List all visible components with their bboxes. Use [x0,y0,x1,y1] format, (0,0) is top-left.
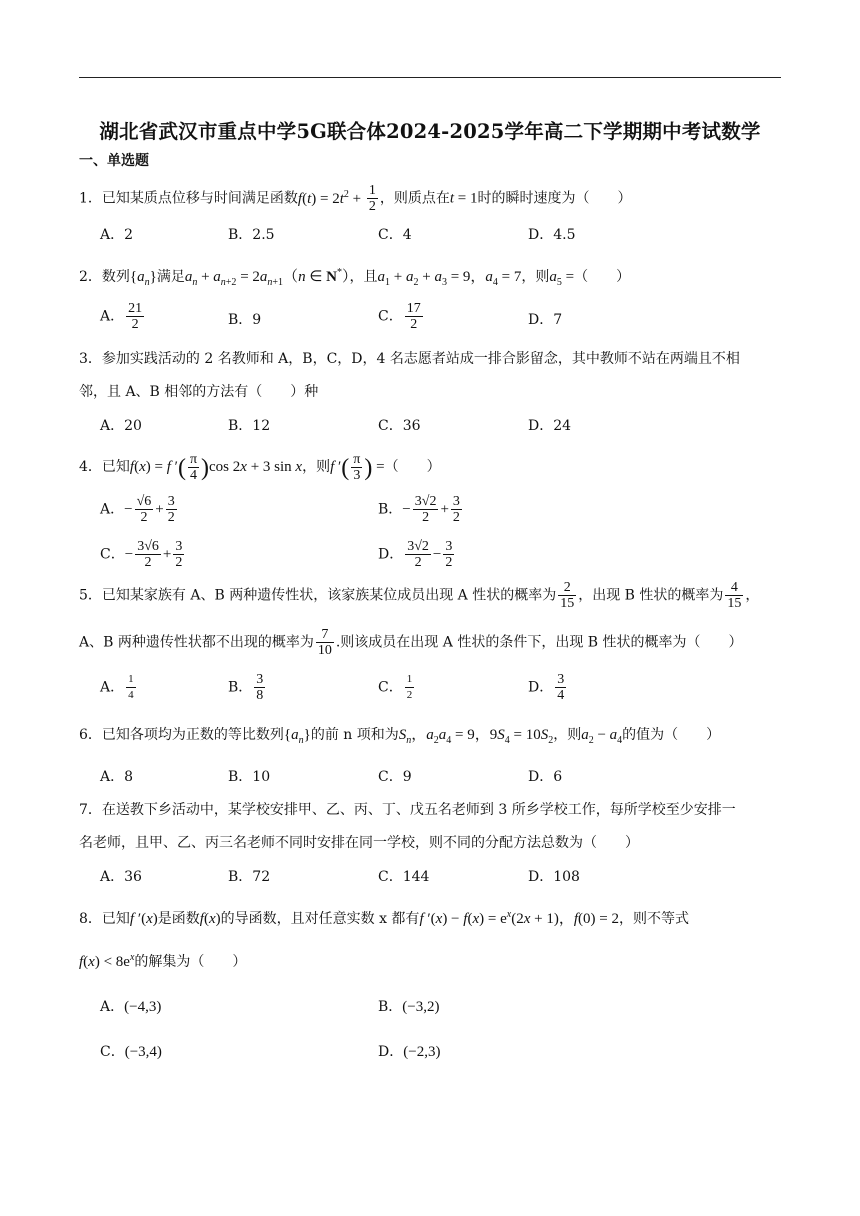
q6-seq: $\{a_n\}$ [283,727,311,746]
q3-option-a[interactable]: A．20 [100,418,142,434]
q8-option-a-label: A． [100,999,125,1015]
q1-formula: $f(t) = 2t^2$ + [297,188,365,207]
q8-stem-b: 是函数 [157,911,200,927]
q5-option-c[interactable]: C． $\frac{1}{2}$ [378,673,413,701]
page-title: 湖北省武汉市重点中学5G联合体2024-2025学年高二下学期期中考试数学 [99,120,761,143]
q6-stem-b: 的前 n 项和为 [310,727,399,743]
q8-option-a-value: (−4,3) [124,999,162,1015]
q6-option-c[interactable]: C．9 [378,769,412,785]
q5-option-b-label: B． [228,679,253,696]
q7-option-b[interactable]: B．72 [228,869,271,885]
q5-prob-a: $\frac{2}{15}$ [560,580,575,611]
q1-option-a[interactable]: A．2 [100,227,134,243]
q8-option-d-label: D． [378,1044,404,1060]
q2-option-a-label: A． [100,308,125,325]
question-8-line-1 [79,904,788,930]
q4-option-c[interactable]: C．− $\frac{3√6}{2}$ + $\frac{3}{2}$ [100,539,183,570]
q4-option-b[interactable]: B．− $\frac{3√2}{2}$ + $\frac{3}{2}$ [378,494,460,525]
q8-option-d-value: (−2,3) [403,1044,441,1060]
q5-line1-a: 5．已知某家族有 A、B 两种遗传性状，该家族某位成员出现 A 性状的概率为 [79,587,557,604]
q8-option-c[interactable] [100,1041,162,1061]
q8-inequality: $f(x) < 8e^x$ [79,952,135,970]
q2-option-a[interactable] [100,301,146,332]
q2-recurrence: $a_n + a_{n+2} = 2a_{n+1}(n$ ∈ N*） [184,267,350,288]
q4-target: f ′( $\frac{\pi}{3}$ ) = [330,452,385,483]
q7-option-c[interactable]: C．144 [378,869,430,885]
q2-a5: $a_5$ = [549,269,575,288]
q4-stem-b: ，则 [302,458,331,475]
q4-option-a-label: A． [100,501,125,518]
question-7-line-1: 7．在送教下乡活动中，某学校安排甲、乙、丙、丁、戊五名老师到 3 所乡学校工作，每所学校至少安排一 [79,802,736,818]
q4-stem-a: 4．已知 [79,458,130,475]
q8-option-b-label: B． [378,999,403,1015]
q2-stem-d: ，则 [521,269,550,285]
q6-stem-c: ，则 [553,727,582,743]
q2-option-c-fraction: $\frac{17}{2}$ [406,301,421,332]
question-6 [79,724,788,752]
q2-option-d[interactable]: D．7 [528,312,563,328]
q6-stem-a: 6．已知各项均为正数的等比数列 [79,727,284,743]
q8-equation: f $'(x) - f(x) = e^x(2x + 1)$，f(0) = 2 [419,909,619,927]
q5-option-b[interactable]: B． $\frac{3}{8}$ [228,672,264,703]
q2-stem-b: 满足 [156,269,185,285]
q2-seq: $\{a_n\}$ [129,269,157,288]
q5-prob-b: $\frac{4}{15}$ [727,580,742,611]
q3-option-b[interactable]: B．12 [228,418,271,434]
q2-stem-c: ，且 [349,269,378,285]
q7-option-d[interactable]: D．108 [528,869,580,885]
q4-option-d-label: D． [378,546,404,563]
question-3-line-2: 邻，且 A、B 相邻的方法有（ ）种 [79,384,319,400]
question-7-line-2: 名老师，且甲、乙、丙三名老师不同时安排在同一学校，则不同的分配方法总数为（ ） [79,835,639,851]
q4-option-d[interactable]: D． $\frac{3√2}{2}$ − $\frac{3}{2}$ [378,539,453,570]
q8-option-d[interactable] [378,1041,440,1061]
q2-option-a-fraction: $\frac{21}{2}$ [128,301,143,332]
question-2 [79,262,788,294]
question-8-line-2 [79,947,788,973]
q3-option-c[interactable]: C．36 [378,418,421,434]
q5-line1-b: ，出现 B 性状的概率为 [578,587,724,604]
question-5-line-2 [79,627,788,658]
q4-option-b-label: B． [378,501,403,518]
q1-fraction: $\frac{1}{2}$ [368,183,376,214]
q8-stem-a: 8．已知 [79,911,130,927]
q5-option-a[interactable]: A． $\frac{1}{4}$ [100,673,134,701]
q1-option-d[interactable]: D．4.5 [528,227,576,243]
q2-stem-e: （ ） [574,269,631,285]
q1-stem-c: 时的瞬时速度为（ ） [477,190,632,207]
question-5-line-1: 5．已知某家族有 A、B 两种遗传性状，该家族某位成员出现 A 性状的概率为 $\frac{2}{15}$ ，出现 B 性状的概率为 $\frac{4}{15}$ ， [79,580,760,611]
q5-prob-none: $\frac{7}{10}$ [317,627,332,658]
q6-stem-d: 的值为（ ） [622,727,721,743]
q1-option-b[interactable]: B．2.5 [228,227,275,243]
q8-stem-c: 的导函数，且对任意实数 x 都有 [220,911,420,927]
q4-option-a[interactable]: A．− $\frac{√6}{2}$ + $\frac{3}{2}$ [100,494,175,525]
q4-option-c-label: C． [100,546,125,563]
q5-option-c-label: C． [378,679,403,696]
q1-option-c[interactable]: C．4 [378,227,412,243]
header-rule [79,77,781,78]
q6-option-d[interactable]: D．6 [528,769,563,785]
q6-option-b[interactable]: B．10 [228,769,271,785]
q8-stem-d: ，则不等式 [618,911,689,927]
q5-option-a-label: A． [100,679,125,696]
q3-option-d[interactable]: D．24 [528,418,572,434]
q8-option-a[interactable] [100,996,161,1016]
q2-sum: $a_1 + a_2 + a_3 = 9$，$a_4 = 7$ [377,269,522,288]
q8-option-c-value: (−3,4) [124,1044,162,1060]
q2-stem-a: 2．数列 [79,269,130,285]
q8-option-c-label: C． [100,1044,125,1060]
q2-option-c[interactable] [378,301,425,332]
q8-f: f(x) [199,911,221,927]
q6-option-a[interactable]: A．8 [100,769,134,785]
q8-option-b-value: (−3,2) [402,999,440,1015]
q2-option-c-label: C． [378,308,403,325]
q1-condition: t = 1 [449,190,478,207]
q5-line2-b: .则该成员在出现 A 性状的条件下，出现 B 性状的概率为（ ） [335,634,743,651]
q8-fprime: f ′(x) [129,911,158,927]
q7-option-a[interactable]: A．36 [100,869,142,885]
question-1 [79,183,788,214]
section-heading: 一、单选题 [79,153,149,169]
q8-line2: 的解集为（ ） [134,954,247,970]
q1-stem: 1．已知某质点位移与时间满足函数 [79,190,298,207]
q4-stem-c: （ ） [384,458,441,475]
q4-formula: f(x) = f ′( $\frac{\pi}{4}$ )cos 2x + 3 sin x [129,452,303,483]
q2-option-b[interactable]: B．9 [228,312,262,328]
q6-target: $a_2 - a_4$ [581,727,623,746]
q5-option-d[interactable]: D． $\frac{3}{4}$ [528,672,565,703]
q5-line2-a: A、B 两种遗传性状都不出现的概率为 [79,634,314,651]
question-4 [79,452,788,483]
question-3-line-1: 3．参加实践活动的 2 名教师和 A，B，C，D，4 名志愿者站成一排合影留念，其中教师不站在两端且不相 [79,351,740,367]
q5-option-d-label: D． [528,679,554,696]
q6-conditions: $S_n$，$a_2a_4 = 9$，$9S_4 = 10S_2$ [398,727,554,746]
q1-stem-b: ，则质点在 [379,190,450,207]
q8-option-b[interactable] [378,996,440,1016]
